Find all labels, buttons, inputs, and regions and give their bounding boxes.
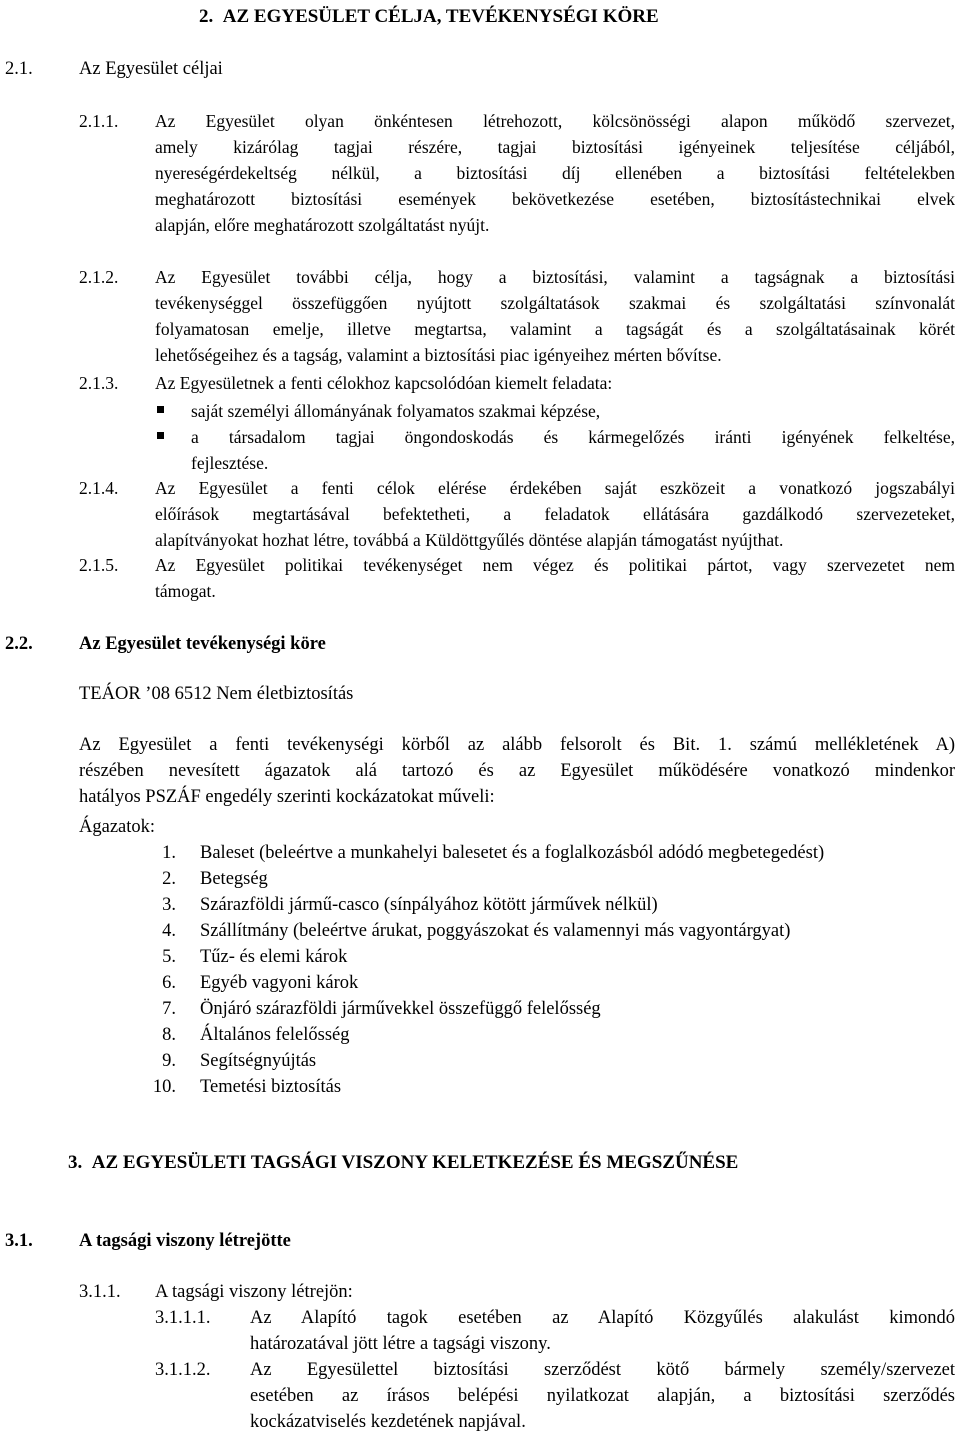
paragraph-text (155, 475, 955, 553)
paragraph-intro: Az Egyesületnek a fenti célokhoz kapcsolódóan kiemelt feladata: (155, 373, 613, 393)
line-5: alapján, előre meghatározott szolgáltatást nyújt. (155, 215, 490, 235)
line-2: esetében az írásos belépési nyilatkozat alapján, a biztosítási szerződés (250, 1386, 955, 1406)
paragraph-number: 2.1.2. (79, 267, 119, 287)
line-3: kockázatviselés kezdetének napjával. (250, 1412, 526, 1432)
list-item-text: Tűz- és elemi károk (200, 947, 348, 967)
list-item-number: 9. (162, 1051, 176, 1071)
paragraph-number: 2.1.5. (79, 555, 119, 575)
list-item-text: Segítségnyújtás (200, 1051, 317, 1071)
section-2-title: AZ EGYESÜLET CÉLJA, TEVÉKENYSÉGI KÖRE (222, 6, 659, 27)
branches-list (152, 840, 952, 1102)
bullet-item-2-line-1: a társadalom tagjai öngondoskodás és kármegelőzés iránti igényének felkeltése, (191, 427, 955, 447)
list-item-number: 6. (162, 973, 176, 993)
section-2-number: 2. (199, 6, 214, 27)
line-2: határozatával jött létre a tagsági viszony. (250, 1334, 551, 1354)
list-item-text: Temetési biztosítás (200, 1077, 342, 1097)
line-1: Az Egyesület a fenti célok elérése érdekében saját eszközeit a vonatkozó jogszabályi (155, 478, 955, 498)
paragraph-2-1-5 (0, 552, 960, 606)
paragraph-intro: A tagsági viszony létrejön: (155, 1282, 353, 1302)
list-item-number: 2. (162, 869, 176, 889)
line-3: nyereségérdekeltség nélkül, a biztosítási díj ellenében a biztosítási feltételekben (155, 163, 955, 183)
teaor-code: TEÁOR ’08 6512 Nem életbiztosítás (79, 684, 354, 704)
activity-description (79, 732, 955, 810)
section-3-number: 3. (68, 1152, 83, 1173)
square-bullet-icon (157, 406, 164, 413)
section-3-title: AZ EGYESÜLETI TAGSÁGI VISZONY KELETKEZÉSE ÉS MEGSZŰNÉSE (91, 1152, 739, 1173)
list-item-text: Önjáró szárazföldi járművekkel összefüggő felelősség (200, 999, 601, 1019)
line-1: Az Egyesület olyan önkéntesen létrehozott, kölcsönösségi alapon működő szervezet, (155, 111, 955, 131)
paragraph-number: 2.1.1. (79, 111, 119, 131)
list-item-number: 3. (162, 895, 176, 915)
bullet-item-2-line-2: fejlesztése. (191, 453, 269, 473)
line-4: lehetőségeihez és a tagság, valamint a biztosítási piac igényeihez mérten bővítse. (155, 345, 722, 365)
paragraph-2-1-2 (0, 264, 960, 370)
paragraph-2-1-4 (0, 475, 960, 555)
subsection-2-1-heading (0, 56, 960, 86)
bullet-item-2 (191, 424, 955, 476)
paragraph-number: 2.1.3. (79, 373, 119, 393)
subsection-2-2-title: Az Egyesület tevékenységi köre (79, 634, 326, 654)
list-item-number: 4. (162, 921, 176, 941)
list-item-text: Baleset (beleértve a munkahelyi balesetet és a foglalkozásból adódó megbetegedést) (200, 843, 825, 863)
list-item-text: Általános felelősség (200, 1025, 350, 1045)
paragraph-text (155, 108, 955, 238)
line-2: tevékenységgel összefüggően nyújtott szolgáltatások szakmai és szolgáltatási színvonalát (155, 293, 955, 313)
section-3-heading (68, 1150, 738, 1176)
line-1: Az Egyesület a fenti tevékenységi körből az alább felsorolt és Bit. 1. számú mellékletének A) (79, 735, 955, 755)
subsection-2-1-number: 2.1. (5, 59, 33, 79)
subsection-2-2-number: 2.2. (5, 634, 33, 654)
sub-item-number: 3.1.1.2. (155, 1360, 211, 1380)
line-3: alapítványokat hozhat létre, továbbá a Küldöttgyűlés döntése alapján támogatást nyújthat. (155, 530, 784, 550)
line-2: amely kizárólag tagjai részére, tagjai biztosítási igényeinek teljesítése céljából, (155, 137, 955, 157)
paragraph-2-1-1 (0, 108, 960, 243)
paragraph-number: 3.1.1. (79, 1282, 121, 1302)
line-1: Az Egyesülettel biztosítási szerződést kötő bármely személy/szervezet (250, 1360, 955, 1380)
subsection-2-2-heading (0, 631, 960, 659)
list-item-text: Egyéb vagyoni károk (200, 973, 359, 993)
branches-label: Ágazatok: (79, 817, 156, 837)
line-4: meghatározott biztosítási események bekövetkezése esetében, biztosítástechnikai elvek (155, 189, 955, 209)
sub-item-3-1-1-2 (250, 1357, 955, 1435)
list-item-number: 1. (162, 843, 176, 863)
paragraph-number: 2.1.4. (79, 478, 119, 498)
line-2: előírások megtartásával befektetheti, a feladatok ellátására gazdálkodó szervezeteket, (155, 504, 955, 524)
subsection-3-1-number: 3.1. (5, 1231, 33, 1251)
square-bullet-icon (157, 432, 164, 439)
subsection-2-1-title: Az Egyesület céljai (79, 59, 223, 79)
bullet-item-1: saját személyi állományának folyamatos szakmai képzése, (191, 401, 601, 421)
paragraph-text (155, 264, 955, 368)
list-item-text: Szárazföldi jármű-casco (sínpályához kötött járművek nélkül) (200, 895, 658, 915)
line-3: folyamatosan emelje, illetve megtartsa, valamint a tagságát és a szolgáltatásainak körét (155, 319, 955, 339)
sub-item-number: 3.1.1.1. (155, 1308, 211, 1328)
subsection-3-1-heading (0, 1228, 960, 1256)
list-item-number: 8. (162, 1025, 176, 1045)
list-item-number: 5. (162, 947, 176, 967)
paragraph-3-1-1 (0, 1279, 960, 1435)
list-item-number: 10. (152, 1077, 176, 1097)
sub-item-3-1-1-1 (250, 1305, 955, 1357)
line-1: Az Egyesület politikai tevékenységet nem végez és politikai pártot, vagy szervezetet nem (155, 555, 955, 575)
paragraph-text (155, 552, 955, 604)
line-2: támogat. (155, 581, 216, 601)
list-item-text: Szállítmány (beleértve árukat, poggyászokat és valamennyi más vagyontárgyat) (200, 921, 791, 941)
paragraph-2-1-3 (0, 370, 960, 476)
list-item-text: Betegség (200, 869, 268, 889)
subsection-3-1-title: A tagsági viszony létrejötte (79, 1231, 291, 1251)
line-1: Az Alapító tagok esetében az Alapító Közgyűlés alakulást kimondó (250, 1308, 955, 1328)
list-item-number: 7. (162, 999, 176, 1019)
line-3: hatályos PSZÁF engedély szerinti kockázatokat műveli: (79, 787, 495, 807)
line-1: Az Egyesület további célja, hogy a biztosítási, valamint a tagságnak a biztosítási (155, 267, 955, 287)
line-2: részében nevesített ágazatok alá tartozó és az Egyesület működésére vonatkozó mindenkor (79, 761, 955, 781)
section-2-heading (199, 4, 659, 30)
